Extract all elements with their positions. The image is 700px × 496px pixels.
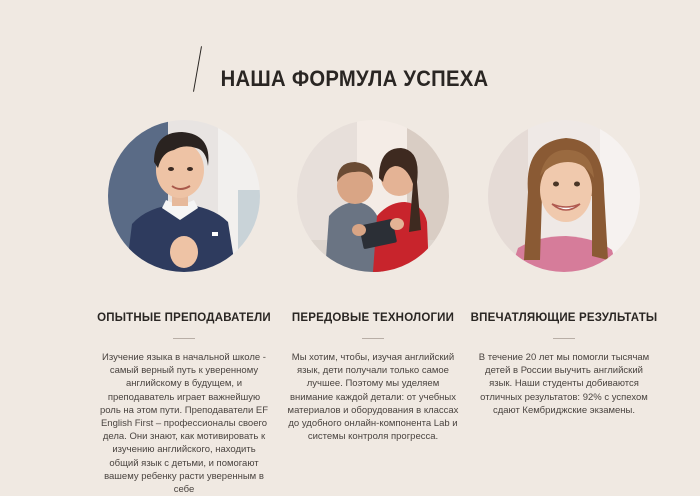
girl-smiling-photo xyxy=(488,120,640,272)
feature-title: ОПЫТНЫЕ ПРЕПОДАВАТЕЛИ xyxy=(97,312,271,324)
feature-text: Изучение языка в начальной школе - самый верный путь к уверенному английскому в будущем, и преподаватель играет важнейшую роль на этом пути. Преподаватели EF English First – профессионалы своего дела. Они знают, как мотивировать к изучению английского, находить общий язык с детьми, и помогают вашему ребенку расти уверенным в себе xyxy=(99,352,269,496)
feature-technology xyxy=(273,120,473,443)
divider xyxy=(173,338,195,339)
divider xyxy=(553,338,575,339)
feature-teachers xyxy=(84,120,284,496)
heading-wrap xyxy=(199,66,500,92)
page-title: НАША ФОРМУЛА УСПЕХА xyxy=(221,66,489,91)
divider xyxy=(362,338,384,339)
feature-title: ПЕРЕДОВЫЕ ТЕХНОЛОГИИ xyxy=(291,312,455,324)
slash-decoration xyxy=(193,46,202,91)
teacher-photo xyxy=(108,120,260,272)
feature-text: Мы хотим, чтобы, изучая английский язык, дети получали только самое лучшее. Поэтому мы уделяем внимание каждой детали: от учебных материалов и оборудования в классах до удобного онлайн-компонента Lab и системы контроля прогресса. xyxy=(287,352,459,443)
section-heading xyxy=(0,66,700,92)
feature-text: В течение 20 лет мы помогли тысячам детей в России выучить английский язык. Наши студенты добиваются отличных результатов: 92% с успехом сдают Кембриджские экзамены. xyxy=(478,352,650,416)
feature-title: ВПЕЧАТЛЯЮЩИЕ РЕЗУЛЬТАТЫ xyxy=(470,312,658,324)
kids-tablet-photo xyxy=(297,120,449,272)
feature-results xyxy=(464,120,664,417)
